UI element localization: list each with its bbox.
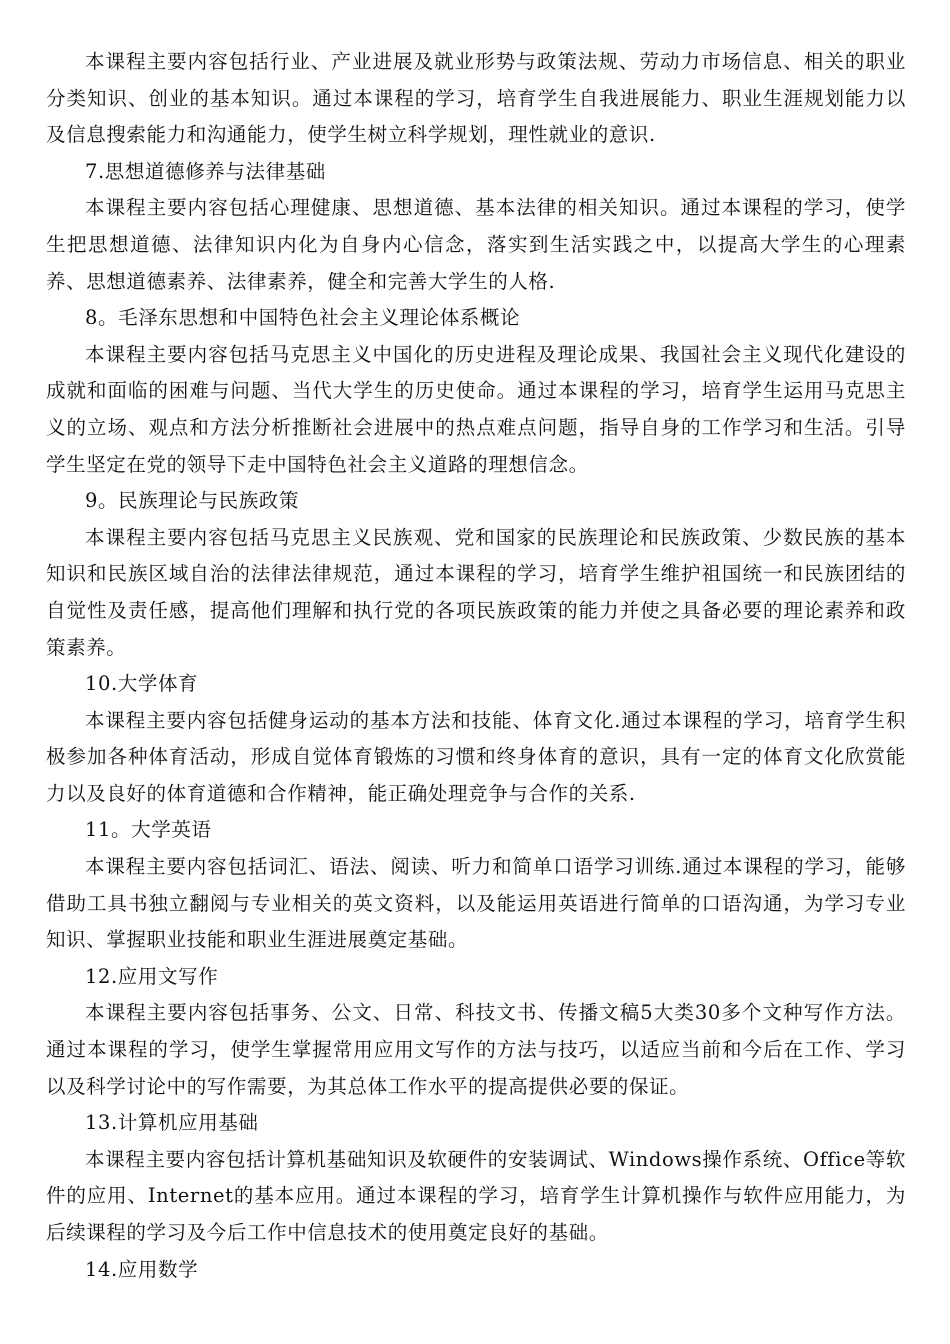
heading-9-ethnic-policy: 9。民族理论与民族政策 [85,489,300,513]
paragraph-computer: 本课程主要内容包括计算机基础知识及软硬件的安装调试、Windows操作系统、Office等软件的应用、Internet的基本应用。通过本课程的学习，培育学生计算机操作与软件应用能力，为后续课程的学习及今后工作中信息技术的使用奠定良好的基础。 [46,1147,906,1244]
document-body [46,44,906,1288]
paragraph-ethics-law: 本课程主要内容包括心理健康、思想道德、基本法律的相关知识。通过本课程的学习，使学生把思想道德、法律知识内化为自身内心信念，落实到生活实践之中，以提高大学生的心理素养、思想道德素养、法律素养，健全和完善大学生的人格. [46,196,906,293]
heading-11-english: 11。大学英语 [85,818,212,842]
heading-10-pe: 10.大学体育 [85,672,199,696]
heading-13-computer: 13.计算机应用基础 [85,1111,259,1135]
heading-8-mao-theory: 8。毛泽东思想和中国特色社会主义理论体系概论 [85,306,521,330]
paragraph-writing: 本课程主要内容包括事务、公文、日常、科技文书、传播文稿5大类30多个文种写作方法。通过本课程的学习，使学生掌握常用应用文写作的方法与技巧，以适应当前和今后在工作、学习以及科学讨论中的写作需要，为其总体工作水平的提高提供必要的保证。 [46,1001,906,1098]
paragraph-ethnic-policy: 本课程主要内容包括马克思主义民族观、党和国家的民族理论和民族政策、少数民族的基本知识和民族区域自治的法律法律规范，通过本课程的学习，培育学生维护祖国统一和民族团结的自觉性及责任感，提高他们理解和执行党的各项民族政策的能力并使之具备必要的理论素养和政策素养。 [46,525,906,659]
heading-12-writing: 12.应用文写作 [85,964,219,988]
heading-7-ethics-law: 7.思想道德修养与法律基础 [85,159,326,183]
heading-14-math: 14.应用数学 [85,1257,199,1281]
paragraph-pe: 本课程主要内容包括健身运动的基本方法和技能、体育文化.通过本课程的学习，培育学生积极参加各种体育活动，形成自觉体育锻炼的习惯和终身体育的意识，具有一定的体育文化欣赏能力以及良好的体育道德和合作精神，能正确处理竞争与合作的关系. [46,708,906,805]
paragraph-english: 本课程主要内容包括词汇、语法、阅读、听力和简单口语学习训练.通过本课程的学习，能够借助工具书独立翻阅与专业相关的英文资料，以及能运用英语进行简单的口语沟通，为学习专业知识、掌握职业技能和职业生涯进展奠定基础。 [46,855,906,952]
paragraph-career-course: 本课程主要内容包括行业、产业进展及就业形势与政策法规、劳动力市场信息、相关的职业分类知识、创业的基本知识。通过本课程的学习，培育学生自我进展能力、职业生涯规划能力以及信息搜索能力和沟通能力，使学生树立科学规划，理性就业的意识. [46,50,906,147]
paragraph-mao-theory: 本课程主要内容包括马克思主义中国化的历史进程及理论成果、我国社会主义现代化建设的成就和面临的困难与问题、当代大学生的历史使命。通过本课程的学习，培育学生运用马克思主义的立场、观点和方法分析推断社会进展中的热点难点问题，指导自身的工作学习和生活。引导学生坚定在党的领导下走中国特色社会主义道路的理想信念。 [46,342,906,476]
